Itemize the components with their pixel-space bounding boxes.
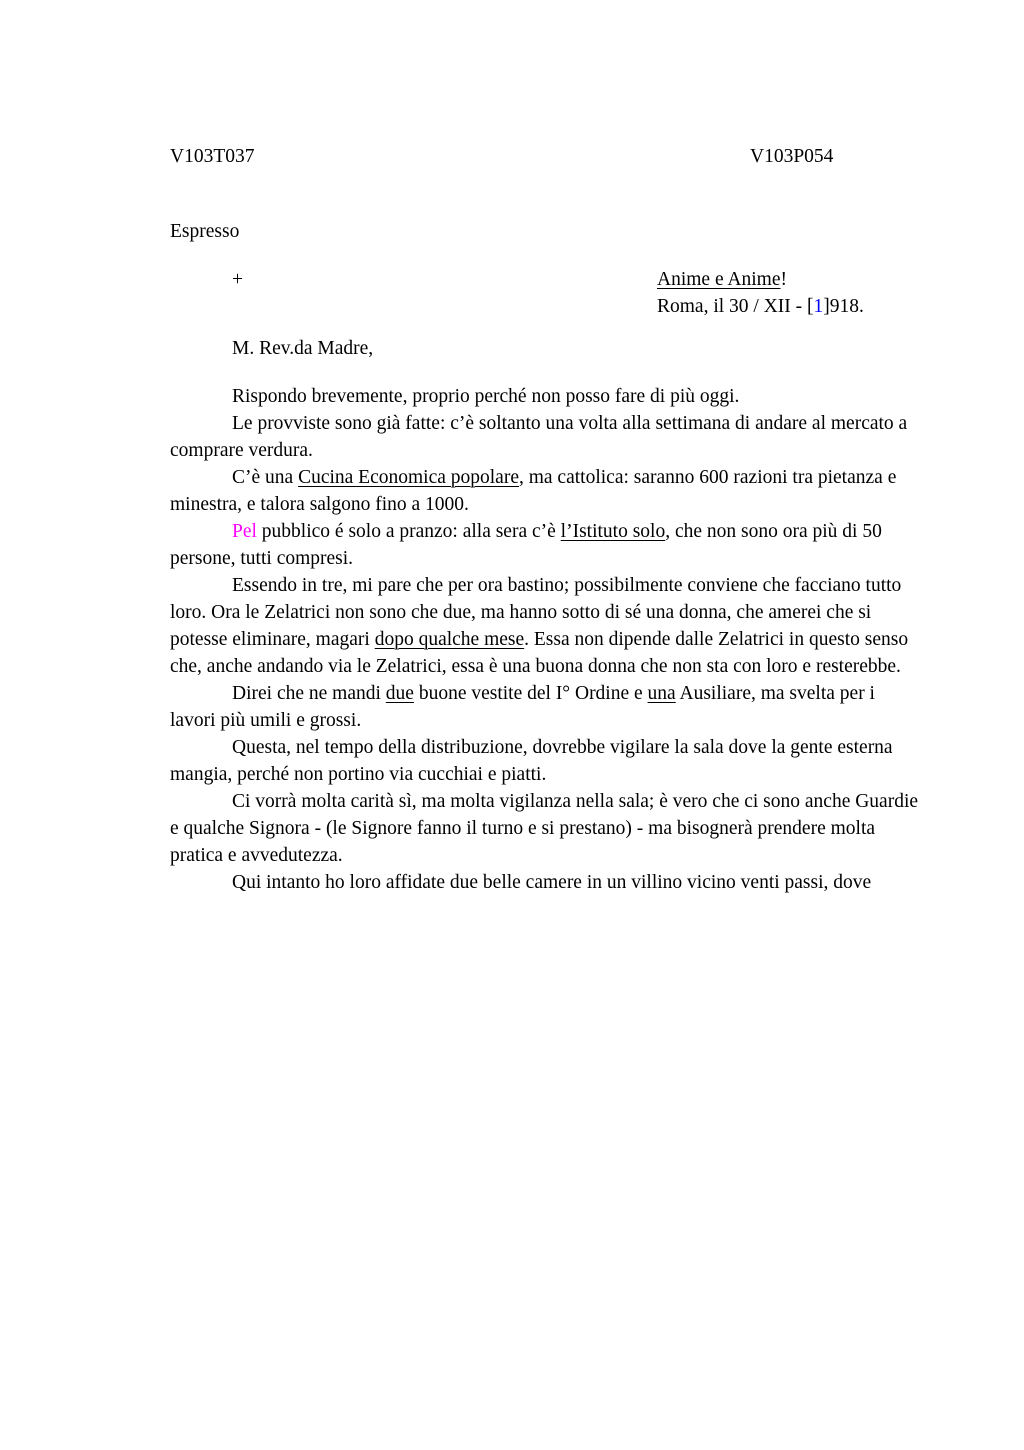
dateline-suffix: ]918.: [823, 296, 864, 317]
text-segment: , ma cattolica: saranno 600 razioni tra pietanza e minestra, e talora salgono fino a 1000.: [170, 467, 897, 515]
text-segment: Questa, nel tempo della distribuzione, dovrebbe vigilare la sala dove la gente esterna mangia, perché non portino via cucchiai e piatti.: [170, 737, 893, 785]
underlined-text: Cucina Economica popolare: [298, 467, 519, 488]
paragraph: [170, 383, 922, 410]
text-segment: Qui intanto ho loro affidate due belle camere in un villino vicino venti passi, dove: [232, 872, 872, 893]
paragraph: [170, 869, 922, 896]
text-segment: Direi che ne mandi: [232, 683, 386, 704]
salutation: M. Rev.da Madre,: [232, 338, 374, 359]
title-line: [657, 266, 922, 293]
letter-body: [170, 383, 922, 896]
paragraph: [170, 788, 922, 869]
archive-code-right: V103P054: [750, 146, 834, 167]
cross-mark: +: [232, 269, 243, 290]
archive-code-left: V103T037: [170, 146, 255, 167]
letter-title: Anime e Anime: [657, 269, 781, 290]
title-row: [170, 266, 922, 320]
underlined-text: una: [647, 683, 676, 704]
dateline-prefix: Roma, il 30 / XII - [: [657, 296, 814, 317]
dateline: [657, 293, 922, 320]
paragraph: [170, 680, 922, 734]
underlined-text: due: [385, 683, 414, 704]
paragraph: [170, 572, 922, 680]
dateline-insertion: 1: [813, 296, 824, 317]
archive-header: [170, 143, 922, 170]
title-exclamation: !: [780, 269, 787, 290]
text-segment: Rispondo brevemente, proprio perché non posso fare di più oggi.: [232, 386, 740, 407]
text-segment: Ci vorrà molta carità sì, ma molta vigilanza nella sala; è vero che ci sono anche Guardie e qualche Signora - (le Signore fanno il turno e si prestano) - ma bisognerà prendere molta pratica e avvedutezza.: [170, 791, 919, 866]
letter-content: [170, 143, 922, 896]
text-segment: Ausiliare, ma svelta per i lavori più umili e grossi.: [170, 683, 875, 731]
text-segment: pubblico é solo a pranzo: alla sera c’è: [256, 521, 561, 542]
paragraph: [170, 518, 922, 572]
text-segment: buone vestite del I° Ordine e: [413, 683, 648, 704]
highlighted-text: Pel: [232, 521, 257, 542]
paragraph: [170, 464, 922, 518]
text-segment: Essendo in tre, mi pare che per ora bastino; possibilmente conviene che facciano tutto loro. Ora le Zelatrici non sono che due, ma hanno sotto di sé una donna, che amerei che si potesse eliminare, magari: [170, 575, 902, 650]
paragraph: [170, 734, 922, 788]
text-segment: C’è una: [232, 467, 299, 488]
title-block: [657, 266, 922, 320]
text-segment: . Essa non dipende dalle Zelatrici in questo senso che, anche andando via le Zelatrici, essa è una buona donna che non sta con loro e resterebbe.: [170, 629, 909, 677]
text-segment: Le provviste sono già fatte: c’è soltanto una volta alla settimana di andare al mercato a comprare verdura.: [170, 413, 908, 461]
underlined-text: dopo qualche mese: [374, 629, 525, 650]
paragraph: [170, 410, 922, 464]
text-segment: , che non sono ora più di 50 persone, tutti compresi.: [170, 521, 882, 569]
underlined-text: l’Istituto solo: [560, 521, 666, 542]
letter-type-label: Espresso: [170, 221, 240, 242]
